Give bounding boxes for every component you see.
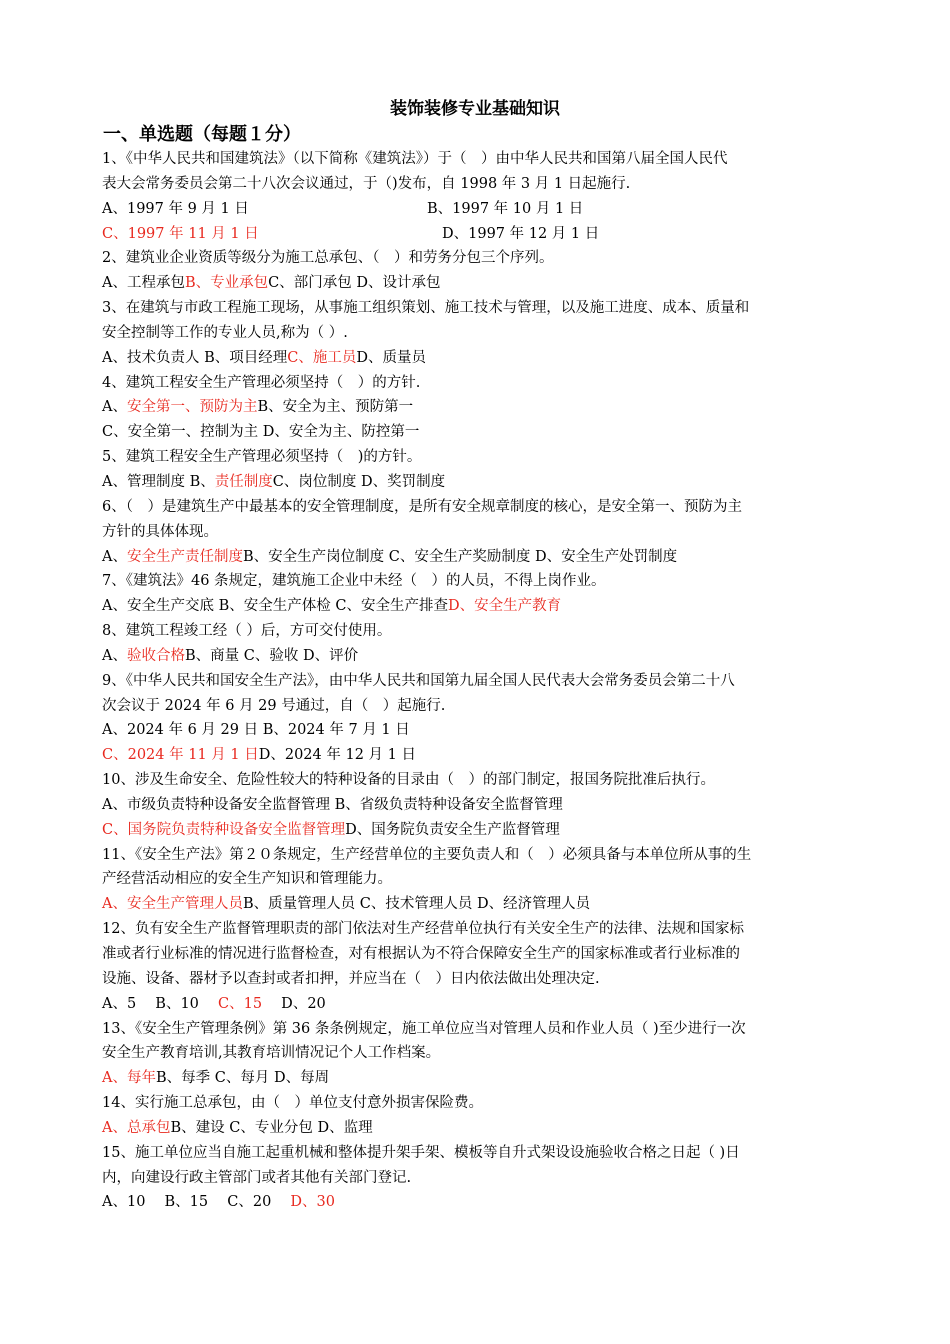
options-14: A、总承包B、建设 C、专业分包 D、监理 — [102, 1119, 373, 1136]
question-5: 5、建筑工程安全生产管理必须坚持（ )的方针。 — [102, 449, 422, 466]
answer-highlight: 安全生产责任制度 — [126, 548, 243, 565]
answer-highlight: D、安全生产教育 — [447, 598, 562, 615]
question-9-cont: 次会议于 2024 年 6 月 29 号通过，自（ ）起施行. — [102, 697, 446, 714]
options-1-cd: C、1997 年 11 月 1 日 D、1997 年 12 月 1 日 — [102, 222, 850, 247]
question-9: 9、《中华人民共和国安全生产法》，由中华人民共和国第九届全国人民代表大会常务委员会第二十八 — [102, 672, 735, 689]
question-13: 13、《安全生产管理条例》第 36 条条例规定，施工单位应当对管理人员和作业人员（ )至少进行一次 — [102, 1020, 746, 1037]
question-4: 4、建筑工程安全生产管理必须坚持（ ）的方针. — [102, 374, 421, 391]
question-11-cont: 产经营活动相应的安全生产知识和管理能力。 — [102, 871, 392, 888]
options-7: A、安全生产交底 B、安全生产体检 C、安全生产排查D、安全生产教育 — [102, 598, 562, 615]
answer-highlight: A、安全生产管理人员 — [102, 896, 243, 913]
question-7: 7、《建筑法》46 条规定，建筑施工企业中未经（ ）的人员，不得上岗作业。 — [102, 573, 606, 590]
question-2: 2、建筑业企业资质等级分为施工总承包、（ ）和劳务分包三个序列。 — [102, 250, 554, 267]
answer-highlight: A、总承包 — [102, 1119, 171, 1136]
answer-highlight: 安全第一、预防为主 — [126, 399, 258, 416]
question-13-cont: 安全生产教育培训,其教育培训情况记个人工作档案。 — [102, 1045, 441, 1062]
question-11: 11、《安全生产法》第２０条规定，生产经营单位的主要负责人和（ ）必须具备与本单位所从事的生 — [102, 846, 752, 863]
question-15: 15、施工单位应当自施工起重机械和整体提升架手架、模板等自升式架设设施验收合格之日起（ )日 — [102, 1144, 740, 1161]
document-title: 装饰装修专业基础知识 — [390, 99, 560, 119]
question-3-cont: 安全控制等工作的专业人员,称为（ ）. — [102, 324, 348, 341]
question-12: 12、负有安全生产监督管理职责的部门依法对生产经营单位执行有关安全生产的法律、法规和国家标 — [102, 921, 744, 938]
answer-highlight: C、2024 年 11 月 1 日 — [102, 747, 259, 764]
options-5: A、管理制度 B、责任制度C、岗位制度 D、奖罚制度 — [102, 473, 446, 490]
answer-highlight: C、国务院负责特种设备安全监督管理 — [102, 821, 346, 838]
options-9-ab: A、2024 年 6 月 29 日 B、2024 年 7 月 1 日 — [102, 722, 410, 739]
section-heading: 一、单选题（每题１分） — [103, 124, 301, 145]
answer-highlight: A、每年 — [102, 1070, 156, 1087]
question-12-cont2: 设施、设备、器材予以查封或者扣押，并应当在（ ）日内依法做出处理决定. — [102, 970, 600, 987]
question-1-cont: 表大会常务委员会第二十八次会议通过，于（)发布，自 1998 年 3 月 1 日起施行. — [102, 175, 631, 192]
options-13: A、每年B、每季 C、每月 D、每周 — [102, 1070, 330, 1087]
answer-highlight: C、1997 年 11 月 1 日 — [102, 225, 259, 242]
options-8: A、验收合格B、商量 C、验收 D、评价 — [102, 647, 359, 664]
question-10: 10、涉及生命安全、危险性较大的特种设备的目录由（ ）的部门制定，报国务院批准后执行。 — [102, 772, 715, 789]
answer-highlight: D、30 — [290, 1194, 335, 1211]
question-6-cont: 方针的具体体现。 — [102, 523, 218, 540]
question-6: 6、（ ）是建筑生产中最基本的安全管理制度，是所有安全规章制度的核心，是安全第一、预防为主 — [102, 498, 742, 515]
answer-highlight: 验收合格 — [126, 647, 185, 664]
options-1-ab: A、1997 年 9 月 1 日 B、1997 年 10 月 1 日 — [102, 200, 584, 217]
options-10-cd: C、国务院负责特种设备安全监督管理D、国务院负责安全生产监督管理 — [102, 821, 560, 838]
question-list — [102, 147, 850, 1215]
question-14: 14、实行施工总承包，由（ ）单位支付意外损害保险费。 — [102, 1095, 483, 1112]
question-15-cont: 内，向建设行政主管部门或者其他有关部门登记. — [102, 1169, 412, 1186]
options-15: A、10 B、15 C、20 D、30 — [102, 1194, 335, 1211]
options-6: A、安全生产责任制度B、安全生产岗位制度 C、安全生产奖励制度 D、安全生产处罚制度 — [102, 548, 678, 565]
answer-highlight: C、15 — [218, 995, 263, 1012]
question-12-cont: 准或者行业标准的情况进行监督检查，对有根据认为不符合保障安全生产的国家标准或者行业标准的 — [102, 946, 740, 962]
options-10-ab: A、市级负责特种设备安全监督管理 B、省级负责特种设备安全监督管理 — [102, 796, 563, 813]
options-3: A、技术负责人 B、项目经理C、施工员D、质量员 — [102, 349, 426, 366]
answer-highlight: 责任制度 — [214, 473, 273, 490]
answer-highlight: B、专业承包 — [184, 275, 269, 292]
options-2: A、工程承包B、专业承包C、部门承包 D、设计承包 — [102, 275, 441, 292]
question-1: 1、《中华人民共和国建筑法》（以下简称《建筑法》）于（ ）由中华人民共和国第八届全国人民代 — [102, 151, 728, 167]
question-3: 3、在建筑与市政工程施工现场，从事施工组织策划、施工技术与管理，以及施工进度、成本、质量和 — [102, 300, 750, 317]
options-12: A、5 B、10 C、15 D、20 — [102, 995, 326, 1012]
options-4-cd: C、安全第一、控制为主 D、安全为主、防控第一 — [102, 424, 420, 441]
options-4-ab: A、安全第一、预防为主B、安全为主、预防第一 — [102, 399, 414, 416]
answer-highlight: C、施工员 — [287, 349, 357, 366]
question-8: 8、建筑工程竣工经（ ）后，方可交付使用。 — [102, 623, 392, 640]
options-11: A、安全生产管理人员B、质量管理人员 C、技术管理人员 D、经济管理人员 — [102, 896, 591, 913]
options-9-cd: C、2024 年 11 月 1 日D、2024 年 12 月 1 日 — [102, 747, 416, 764]
